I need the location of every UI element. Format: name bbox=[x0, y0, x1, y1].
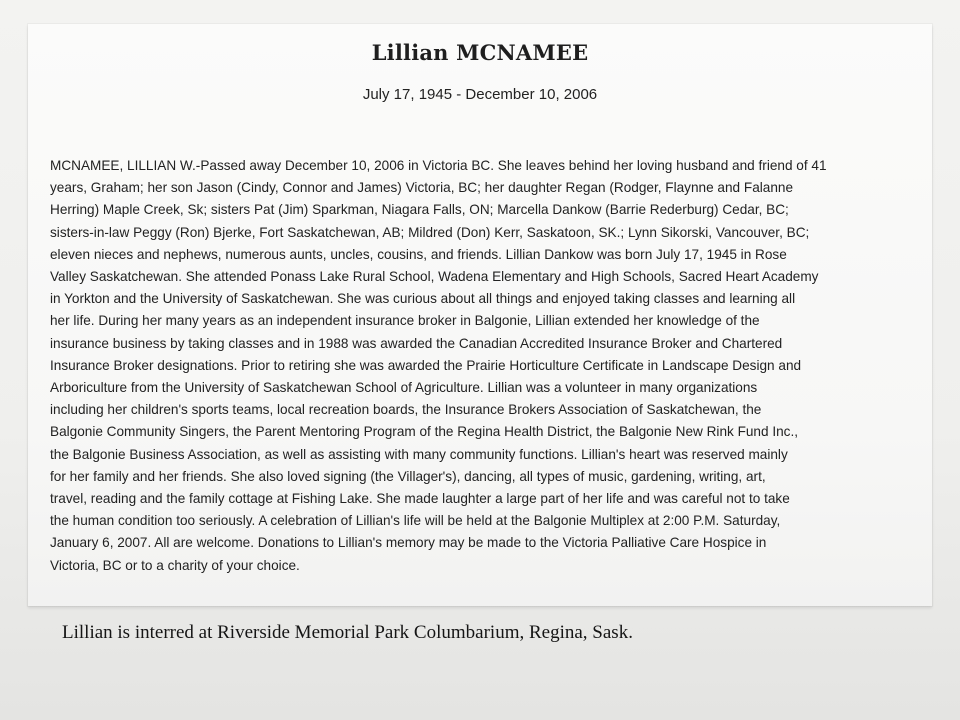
obituary-line: insurance business by taking classes and in 1988 was awarded the Canadian Accredited Insurance Broker and Chartered bbox=[50, 335, 783, 351]
obituary-line: Arboriculture from the University of Saskatchewan School of Agriculture. Lillian was a volunteer in many organizations bbox=[50, 380, 758, 396]
obituary-line: Herring) Maple Creek, Sk; sisters Pat (Jim) Sparkman, Niagara Falls, ON; Marcella Dankow (Barrie Rederburg) Cedar, BC; bbox=[50, 202, 789, 218]
obituary-line: sisters-in-law Peggy (Ron) Bjerke, Fort Saskatchewan, AB; Mildred (Don) Kerr, Saskatoon, SK.; Lynn Sikorski, Vancouver, BC; bbox=[50, 224, 810, 240]
obituary-line: MCNAMEE, LILLIAN W.-Passed away December 10, 2006 in Victoria BC. She leaves behind her loving husband and friend of 41 bbox=[50, 158, 827, 173]
obituary-line: Balgonie Community Singers, the Parent Mentoring Program of the Regina Health District, the Balgonie New Rink Fund Inc., bbox=[50, 424, 799, 440]
obituary-line: Victoria, BC or to a charity of your choice. bbox=[50, 557, 300, 573]
obituary-text bbox=[50, 155, 910, 577]
interment-note: Lillian is interred at Riverside Memorial Park Columbarium, Regina, Sask. bbox=[62, 622, 633, 643]
obituary-line: her life. During her many years as an independent insurance broker in Balgonie, Lillian extended her knowledge of the bbox=[50, 313, 760, 329]
obituary-card bbox=[28, 24, 932, 606]
obituary-line: years, Graham; her son Jason (Cindy, Connor and James) Victoria, BC; her daughter Regan (Rodger, Flaynne and Falanne bbox=[50, 180, 794, 196]
obituary-dates: July 17, 1945 - December 10, 2006 bbox=[362, 86, 598, 103]
obituary-name: Lillian MCNAMEE bbox=[371, 40, 589, 65]
obituary-line: Valley Saskatchewan. She attended Ponass Lake Rural School, Wadena Elementary and High Schools, Sacred Heart Academy bbox=[50, 269, 819, 285]
obituary-line: January 6, 2007. All are welcome. Donations to Lillian's memory may be made to the Victoria Palliative Care Hospice in bbox=[50, 535, 767, 551]
obituary-line: the human condition too seriously. A celebration of Lillian's life will be held at the Balgonie Multiplex at 2:00 P.M. Saturday, bbox=[50, 513, 781, 529]
obituary-line: for her family and her friends. She also loved signing (the Villager's), dancing, all types of music, gardening, writing, art, bbox=[50, 468, 766, 484]
obituary-line: including her children's sports teams, local recreation boards, the Insurance Brokers Association of Saskatchewan, the bbox=[50, 402, 762, 418]
obituary-line: the Balgonie Business Association, as well as assisting with many community functions. Lillian's heart was reserved mainly bbox=[50, 446, 788, 462]
obituary-line: eleven nieces and nephews, numerous aunts, uncles, cousins, and friends. Lillian Dankow was born July 17, 1945 in Rose bbox=[50, 246, 787, 262]
obituary-line: Insurance Broker designations. Prior to retiring she was awarded the Prairie Horticulture Certificate in Landscape Design and bbox=[50, 357, 802, 373]
obituary-line: travel, reading and the family cottage at Fishing Lake. She made laughter a large part of her life and was careful not to take bbox=[50, 491, 790, 507]
obituary-line: in Yorkton and the University of Saskatchewan. She was curious about all things and enjoyed taking classes and learning all bbox=[50, 291, 796, 307]
